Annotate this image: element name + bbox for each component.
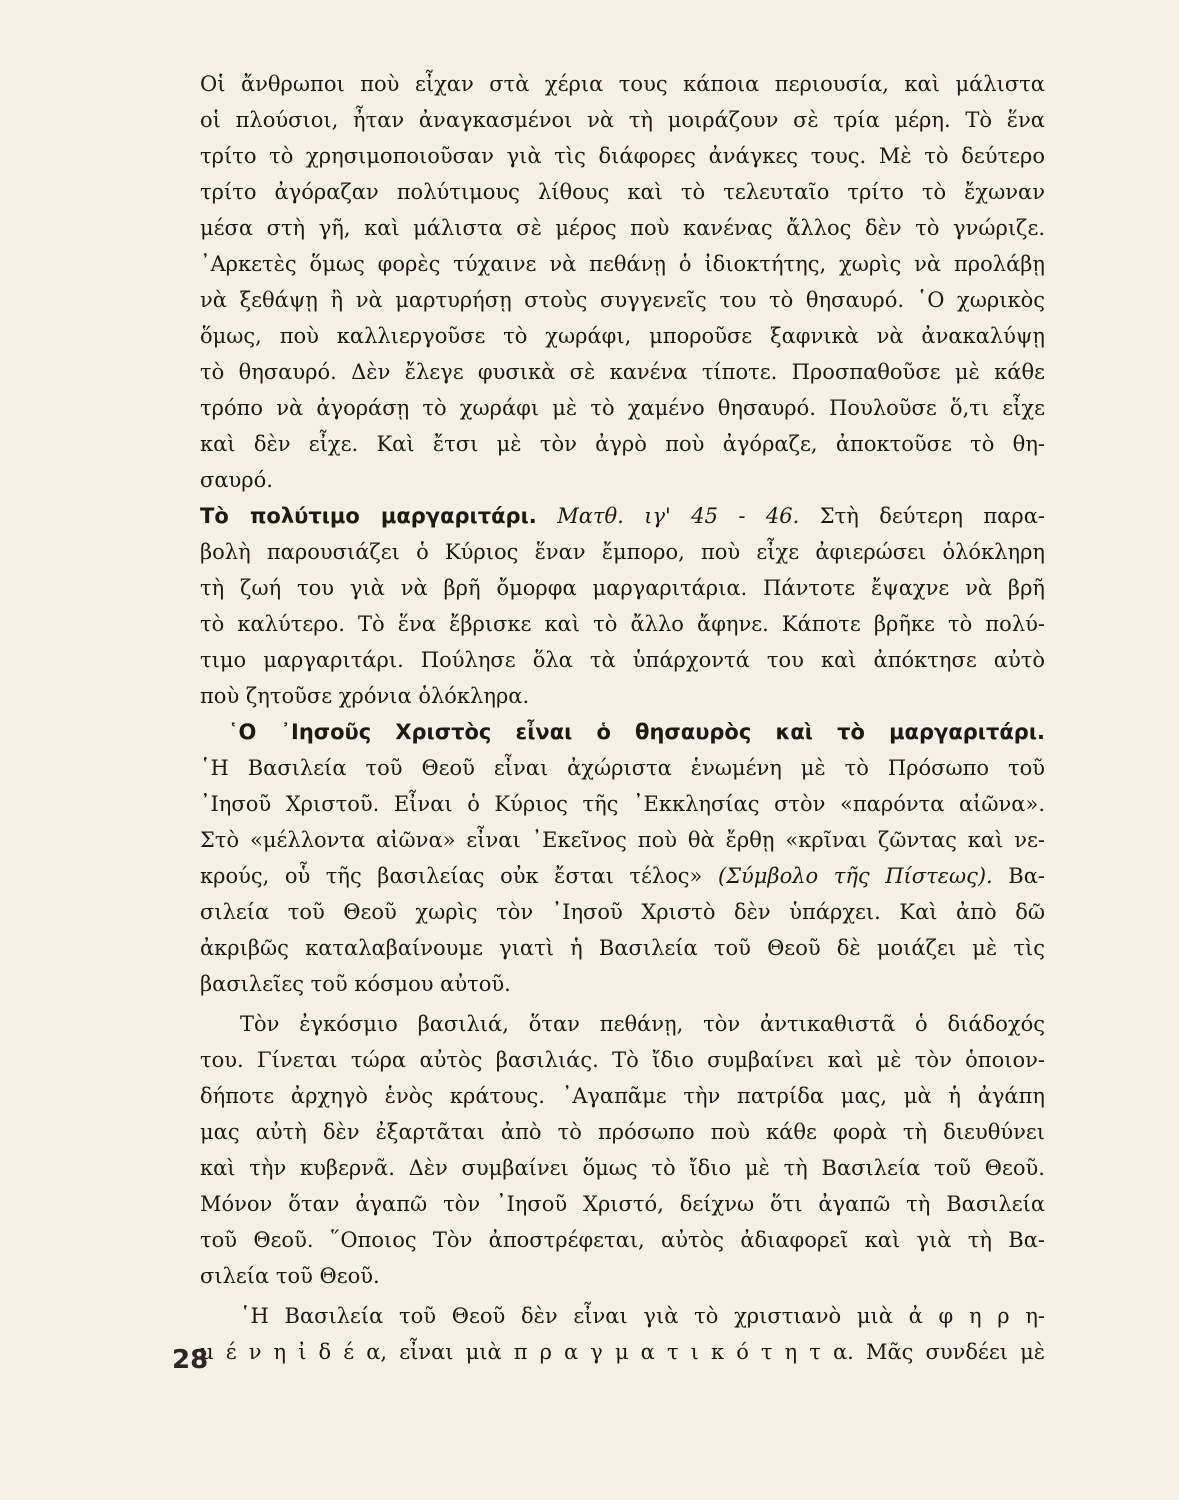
text-line: Μόνον ὅταν ἀγαπῶ τὸν ᾿Ιησοῦ Χριστό, δείχνω ὅτι ἀγαπῶ τὴ Βασιλεία bbox=[200, 1192, 1045, 1216]
text-line: καὶ τὴν κυβερνᾶ. Δὲν συμβαίνει ὅμως τὸ ἴδιο μὲ τὴ Βασιλεία τοῦ Θεοῦ. bbox=[200, 1156, 1045, 1180]
text-line: τοῦ Θεοῦ. ῞Οποιος Τὸν ἀποστρέφεται, αὐτὸς ἀδιαφορεῖ καὶ γιὰ τὴ Βα- bbox=[200, 1228, 1045, 1252]
text-line: τρίτο τὸ χρησιμοποιοῦσαν γιὰ τὶς διάφορες ἀνάγκες τους. Μὲ τὸ δεύτερο bbox=[200, 144, 1045, 168]
text-line: του. Γίνεται τώρα αὐτὸς βασιλιάς. Τὸ ἴδιο συμβαίνει καὶ μὲ τὸν ὁποιον- bbox=[200, 1048, 1045, 1072]
text-line: ποὺ ζητοῦσε χρόνια ὁλόκληρα. bbox=[200, 684, 530, 708]
text-line: μας αὐτὴ δὲν ἐξαρτᾶται ἀπὸ τὸ πρόσωπο ποὺ κάθε φορὰ τὴ διευθύνει bbox=[200, 1120, 1045, 1144]
section-heading-line bbox=[228, 716, 1045, 748]
section-heading-line bbox=[200, 500, 1045, 532]
text-line: ᾿Αρκετὲς ὅμως φορὲς τύχαινε νὰ πεθάνῃ ὁ ἰδιοκτήτης, χωρὶς νὰ προλάβῃ bbox=[200, 252, 1045, 276]
text-line: βολὴ παρουσιάζει ὁ Κύριος ἕναν ἔμπορο, ποὺ εἶχε ἀφιερώσει ὁλόκληρη bbox=[200, 540, 1045, 564]
text-line: τὸ θησαυρό. Δὲν ἔλεγε φυσικὰ σὲ κανένα τίποτε. Προσπαθοῦσε μὲ κάθε bbox=[200, 360, 1045, 384]
text-line: τὸ καλύτερο. Τὸ ἕνα ἔβρισκε καὶ τὸ ἄλλο ἄφηνε. Κάποτε βρῆκε τὸ πολύ- bbox=[200, 612, 1045, 636]
text-line: οἱ πλούσιοι, ἦταν ἀναγκασμένοι νὰ τὴ μοιράζουν σὲ τρία μέρη. Τὸ ἕνα bbox=[200, 108, 1045, 132]
text-line: βασιλεῖες τοῦ κόσμου αὐτοῦ. bbox=[200, 972, 511, 996]
text-line: καὶ δὲν εἶχε. Καὶ ἔτσι μὲ τὸν ἀγρὸ ποὺ ἀγόραζε, ἀποκτοῦσε τὸ θη- bbox=[200, 432, 1045, 456]
text-line: σιλεία τοῦ Θεοῦ χωρὶς τὸν ᾿Ιησοῦ Χριστὸ δὲν ὑπάρχει. Καὶ ἀπὸ δῶ bbox=[200, 900, 1045, 924]
scripture-reference: Ματθ. ιγ' 45 - 46. bbox=[557, 504, 800, 528]
section-heading: ῾Ο ᾿Ιησοῦς Χριστὸς εἶναι ὁ θησαυρὸς καὶ τὸ μαργαριτάρι. bbox=[228, 720, 1045, 744]
text-line: ὅμως, ποὺ καλλιεργοῦσε τὸ χωράφι, μποροῦσε ξαφνικὰ νὰ ἀνακαλύψῃ bbox=[200, 324, 1045, 348]
text-line: Τὸν ἐγκόσμιο βασιλιά, ὅταν πεθάνῃ, τὸν ἀντικαθιστᾶ ὁ διάδοχός bbox=[240, 1012, 1045, 1036]
text-line bbox=[200, 860, 1045, 892]
text-line: τρίτο ἀγόραζαν πολύτιμους λίθους καὶ τὸ τελευταῖο τρίτο τὸ ἔχωναν bbox=[200, 180, 1045, 204]
text-line: τὴ ζωή του γιὰ νὰ βρῆ ὄμορφα μαργαριτάρια. Πάντοτε ἔψαχνε νὰ βρῆ bbox=[200, 576, 1045, 600]
text-line: σαυρό. bbox=[200, 468, 273, 492]
text-line: τρόπο νὰ ἀγοράσῃ τὸ χωράφι μὲ τὸ χαμένο θησαυρό. Πουλοῦσε ὅ,τι εἶχε bbox=[200, 396, 1045, 420]
text-run: Στὴ δεύτερη παρα- bbox=[819, 504, 1045, 528]
italic-reference: (Σύμβολο τῆς Πίστεως). bbox=[717, 864, 993, 888]
text-line: ῾Η Βασιλεία τοῦ Θεοῦ δὲν εἶναι γιὰ τὸ χριστιανὸ μιὰ ἀ φ η ρ η- bbox=[240, 1304, 1045, 1328]
text-line: μ έ ν η ἰ δ έ α, εἶναι μιὰ π ρ α γ μ α τ ι κ ό τ η τ α. Μᾶς συνδέει μὲ bbox=[200, 1340, 1045, 1364]
text-line: ᾿Ιησοῦ Χριστοῦ. Εἶναι ὁ Κύριος τῆς ᾿Εκκλησίας στὸν «παρόντα αἰῶνα». bbox=[200, 792, 1045, 816]
text-line: τιμο μαργαριτάρι. Πούλησε ὅλα τὰ ὑπάρχοντά του καὶ ἀπόκτησε αὐτὸ bbox=[200, 648, 1045, 672]
text-line: ῾Η Βασιλεία τοῦ Θεοῦ εἶναι ἀχώριστα ἑνωμένη μὲ τὸ Πρόσωπο τοῦ bbox=[200, 756, 1045, 780]
section-heading: Τὸ πολύτιμο μαργαριτάρι. bbox=[200, 504, 537, 528]
text-line: μέσα στὴ γῆ, καὶ μάλιστα σὲ μέρος ποὺ κανένας ἄλλος δὲν τὸ γνώριζε. bbox=[200, 216, 1045, 240]
text-line: δήποτε ἀρχηγὸ ἑνὸς κράτους. ᾿Αγαπᾶμε τὴν πατρίδα μας, μὰ ἡ ἀγάπη bbox=[200, 1084, 1045, 1108]
page-number: 28 bbox=[172, 1345, 209, 1375]
text-line: νὰ ξεθάψῃ ἢ νὰ μαρτυρήσῃ στοὺς συγγενεῖς του τὸ θησαυρό. ῾Ο χωρικὸς bbox=[200, 288, 1045, 312]
text-line: ἀκριβῶς καταλαβαίνουμε γιατὶ ἡ Βασιλεία τοῦ Θεοῦ δὲ μοιάζει μὲ τὶς bbox=[200, 936, 1045, 960]
text-run: κρούς, οὗ τῆς βασιλείας οὐκ ἔσται τέλος» bbox=[200, 864, 703, 888]
text-line: Στὸ «μέλλοντα αἰῶνα» εἶναι ᾿Εκεῖνος ποὺ θὰ ἔρθῃ «κρῖναι ζῶντας καὶ νε- bbox=[200, 828, 1045, 852]
text-line: Οἱ ἄνθρωποι ποὺ εἶχαν στὰ χέρια τους κάποια περιουσία, καὶ μάλιστα bbox=[200, 72, 1045, 96]
text-line: σιλεία τοῦ Θεοῦ. bbox=[200, 1264, 380, 1288]
text-run: Βα- bbox=[1008, 864, 1045, 888]
